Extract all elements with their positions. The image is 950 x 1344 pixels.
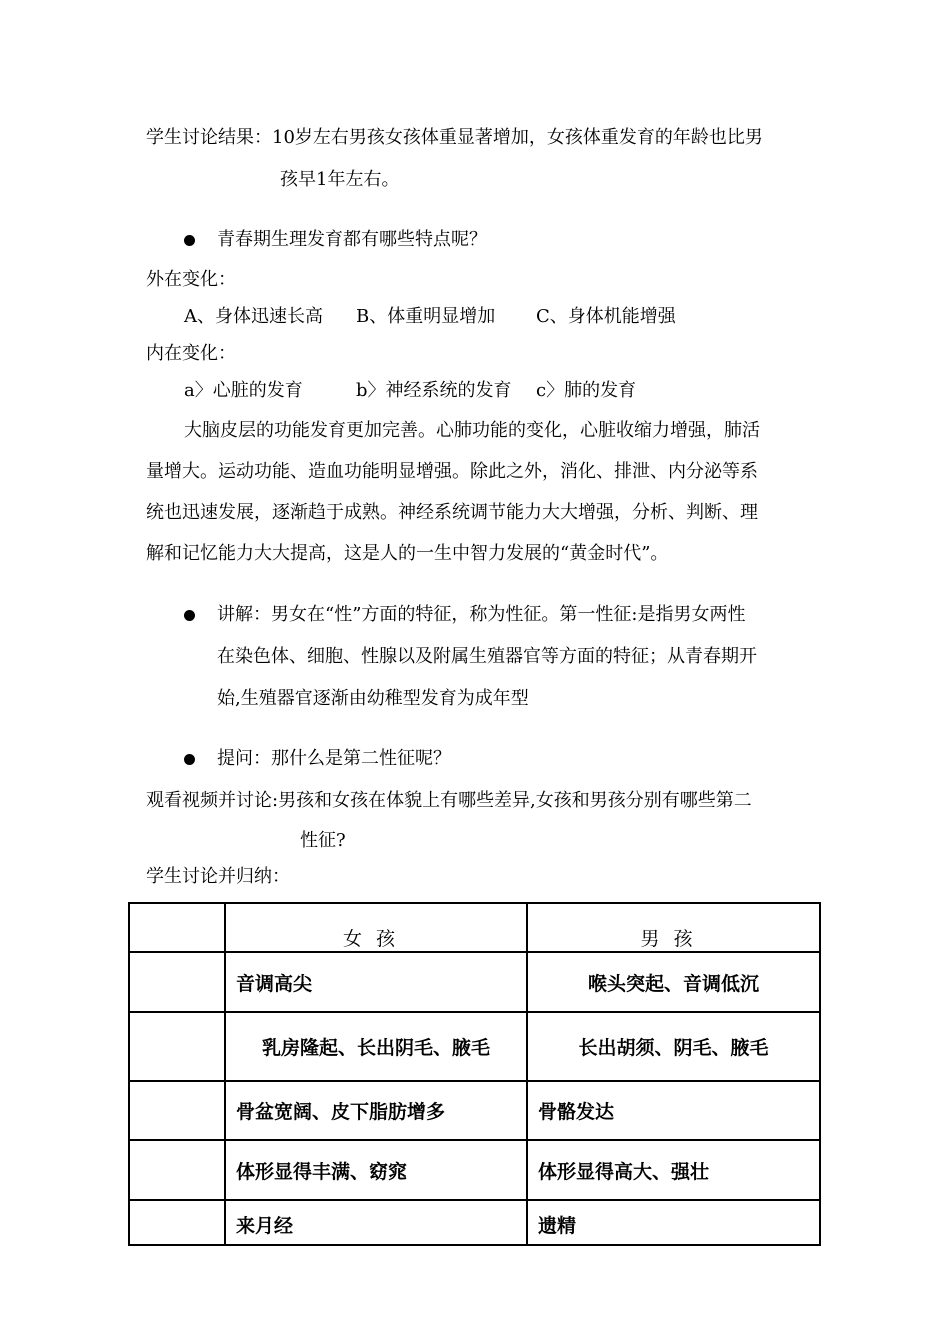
internal-item-a: a〉心脏的发育: [184, 380, 303, 401]
table-cell-boy: 长出胡须、阴毛、腋毛: [527, 1012, 820, 1081]
bullet-icon: [184, 754, 195, 765]
table-cell-empty: [129, 1012, 225, 1081]
bullet-question-puberty: 青春期生理发育都有哪些特点呢？: [217, 229, 487, 250]
bullet-question-second-sex: 提问：那什么是第二性征呢？: [217, 748, 451, 769]
table-cell-girl: 体形显得丰满、窈窕: [225, 1140, 527, 1200]
table-cell-boy: 喉头突起、音调低沉: [527, 952, 820, 1012]
discussion-result: [146, 127, 763, 149]
table-row: [129, 1012, 820, 1081]
discussion-result-line2: 孩早1年左右。: [280, 169, 400, 190]
internal-changes-title: 内在变化：: [146, 343, 236, 364]
table-header-boy: 男孩: [527, 903, 820, 952]
table-cell-boy: 体形显得高大、强壮: [527, 1140, 820, 1200]
video-discussion-line1: 观看视频并讨论:男孩和女孩在体貌上有哪些差异,女孩和男孩分别有哪些第二: [146, 790, 752, 811]
explanation-line: 在染色体、细胞、性腺以及附属生殖器官等方面的特征；从青春期开: [217, 646, 757, 667]
video-discussion-line2: 性征?: [300, 830, 346, 851]
table-header-girl: 女孩: [225, 903, 527, 952]
paragraph-line: 量增大。运动功能、造血功能明显增强。除此之外，消化、排泄、内分泌等系: [146, 461, 758, 482]
internal-item-c: c〉肺的发育: [536, 380, 637, 401]
table-cell-empty: [129, 952, 225, 1012]
explanation-line: 讲解：男女在“性”方面的特征，称为性征。第一性征:是指男女两性: [217, 604, 746, 625]
external-item-b: B、体重明显增加: [356, 306, 496, 327]
bullet-icon: [184, 235, 195, 246]
paragraph-line: 统也迅速发展，逐渐趋于成熟。神经系统调节能力大大增强，分析、判断、理: [146, 502, 758, 523]
paragraph-line: 大脑皮层的功能发育更加完善。心肺功能的变化，心脏收缩力增强，肺活: [184, 420, 760, 441]
table-cell-empty: [129, 1140, 225, 1200]
table-cell-boy: 骨骼发达: [527, 1081, 820, 1140]
table-row: [129, 952, 820, 1012]
table-cell-girl: 骨盆宽阔、皮下脂肪增多: [225, 1081, 527, 1140]
discussion-result-line1: 10岁左右男孩女孩体重显著增加，女孩体重发育的年龄也比男: [272, 127, 763, 148]
external-changes-title: 外在变化：: [146, 269, 236, 290]
summary-label: 学生讨论并归纳：: [146, 866, 290, 887]
table-header-empty: [129, 903, 225, 952]
table-cell-girl: 音调高尖: [225, 952, 527, 1012]
table-cell-girl: 来月经: [225, 1200, 527, 1245]
explanation-line: 始,生殖器官逐渐由幼稚型发育为成年型: [217, 688, 529, 709]
table-cell-boy: 遗精: [527, 1200, 820, 1245]
table-cell-empty: [129, 1081, 225, 1140]
internal-item-b: b〉神经系统的发育: [356, 380, 512, 401]
table-row: [129, 1200, 820, 1245]
table-header-row: [129, 903, 820, 952]
bullet-icon: [184, 610, 195, 621]
discussion-result-label: 学生讨论结果：: [146, 127, 272, 148]
external-item-c: C、身体机能增强: [536, 306, 676, 327]
paragraph-line: 解和记忆能力大大提高，这是人的一生中智力发展的“黄金时代”。: [146, 543, 669, 564]
external-item-a: A、身体迅速长高: [184, 306, 323, 327]
comparison-table: [128, 902, 821, 1246]
table-cell-girl: 乳房隆起、长出阴毛、腋毛: [225, 1012, 527, 1081]
table-row: [129, 1081, 820, 1140]
table-cell-empty: [129, 1200, 225, 1245]
table-row: [129, 1140, 820, 1200]
